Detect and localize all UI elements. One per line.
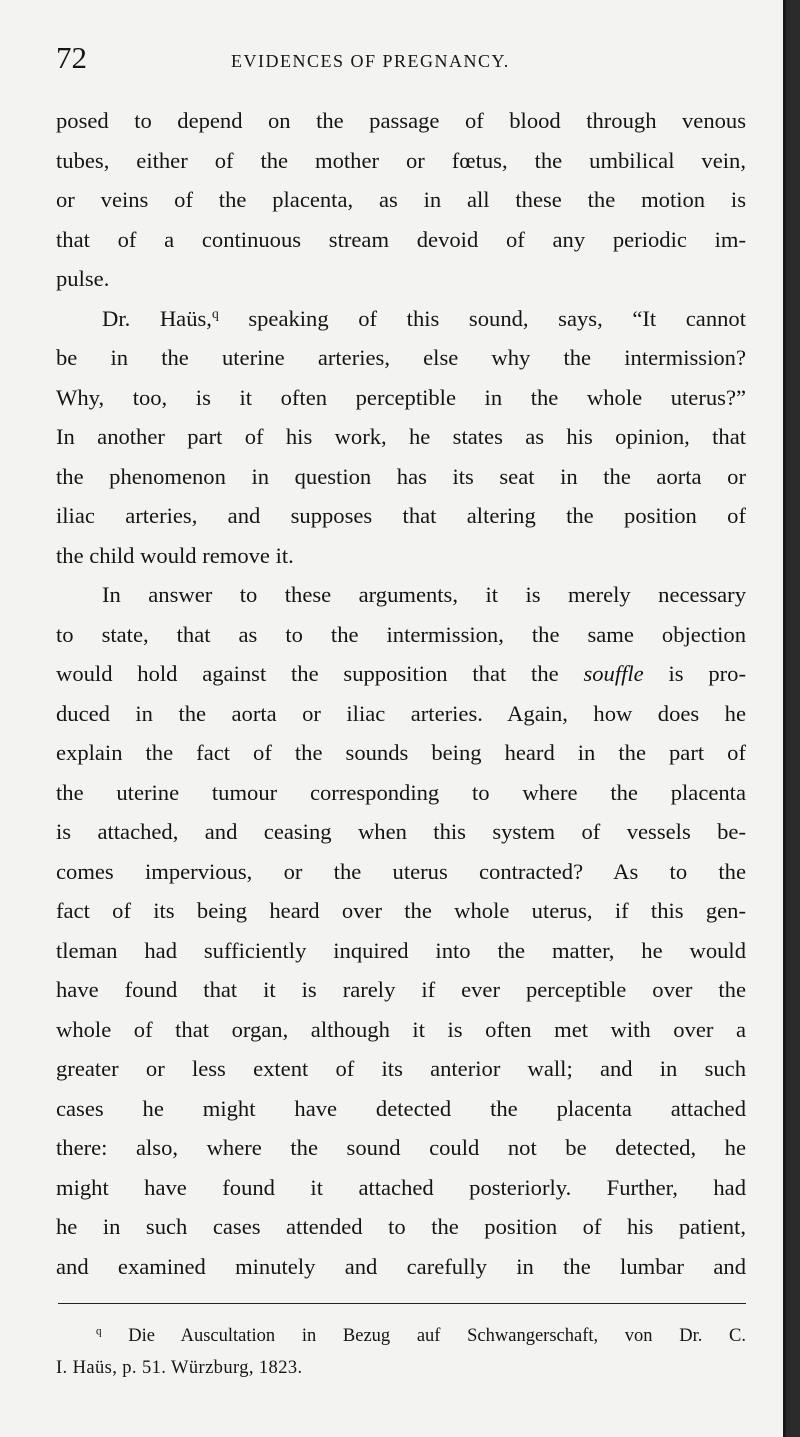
text-line: duced in the aorta or iliac arteries. Again, how does he	[56, 700, 746, 726]
text-line: tubes, either of the mother or fœtus, the umbilical vein,	[56, 147, 746, 173]
text-line: have found that it is rarely if ever perceptible over the	[56, 977, 746, 1002]
text-line: whole of that organ, although it is often met with over a	[56, 1016, 746, 1042]
text-line: that of a continuous stream devoid of any periodic im-	[56, 226, 746, 252]
italic-term: souffle	[583, 661, 644, 686]
text-line: there: also, where the sound could not be detected, he	[56, 1135, 746, 1160]
text-fragment: would hold against the supposition that the	[56, 661, 559, 686]
page-edge-shadow	[786, 0, 800, 1437]
text-line: iliac arteries, and supposes that altering the position of	[56, 503, 746, 528]
text-line: the phenomenon in question has its seat in the aorta or	[56, 463, 746, 489]
footnote-text: Die Auscultation in Bezug auf Schwangerschaft, von Dr. C.	[128, 1326, 747, 1346]
footnote-divider	[58, 1303, 746, 1304]
text-fragment: is pro-	[643, 661, 746, 686]
footnote-reference: q	[211, 305, 219, 321]
footnote-line: I. Haüs, p. 51. Würzburg, 1823.	[56, 1358, 303, 1378]
text-line	[56, 299, 746, 339]
text-line: greater or less extent of its anterior wall; and in such	[56, 1056, 746, 1081]
text-fragment: speaking of this sound, says, “It cannot	[218, 305, 746, 331]
text-line: cases he might have detected the placenta attached	[56, 1095, 746, 1121]
text-line: might have found it attached posteriorly. Further, had	[56, 1174, 746, 1200]
footnote	[56, 1320, 746, 1384]
page-number: 72	[56, 40, 87, 75]
text-line: In answer to these arguments, it is merely necessary	[102, 582, 746, 607]
text-line: In another part of his work, he states as his opinion, that	[56, 424, 746, 449]
text-line: posed to depend on the passage of blood through venous	[56, 108, 746, 133]
text-line: comes impervious, or the uterus contracted? As to the	[56, 858, 746, 884]
footnote-line	[56, 1320, 746, 1352]
text-line: fact of its being heard over the whole uterus, if this gen-	[56, 898, 746, 923]
text-line: pulse.	[56, 266, 110, 291]
text-line: be in the uterine arteries, else why the intermission?	[56, 345, 746, 370]
text-line: explain the fact of the sounds being heard in the part of	[56, 740, 746, 765]
body-text	[56, 101, 746, 1286]
text-line: or veins of the placenta, as in all these the motion is	[56, 187, 746, 212]
text-line: is attached, and ceasing when this system of vessels be-	[56, 819, 746, 844]
page-header	[56, 40, 746, 80]
running-title: EVIDENCES OF PREGNANCY.	[231, 51, 510, 71]
text-fragment: Dr. Haüs,	[102, 305, 212, 331]
text-line	[56, 654, 746, 694]
text-line: he in such cases attended to the position of his patient,	[56, 1214, 746, 1239]
text-line: Why, too, is it often perceptible in the whole uterus?”	[56, 384, 746, 410]
text-line: the uterine tumour corresponding to where the placenta	[56, 779, 746, 805]
text-line: the child would remove it.	[56, 542, 294, 568]
footnote-marker: q	[96, 1325, 102, 1338]
text-line: to state, that as to the intermission, the same objection	[56, 621, 746, 647]
text-line: tleman had sufficiently inquired into the matter, he would	[56, 937, 746, 963]
text-line: and examined minutely and carefully in the lumbar and	[56, 1253, 746, 1279]
